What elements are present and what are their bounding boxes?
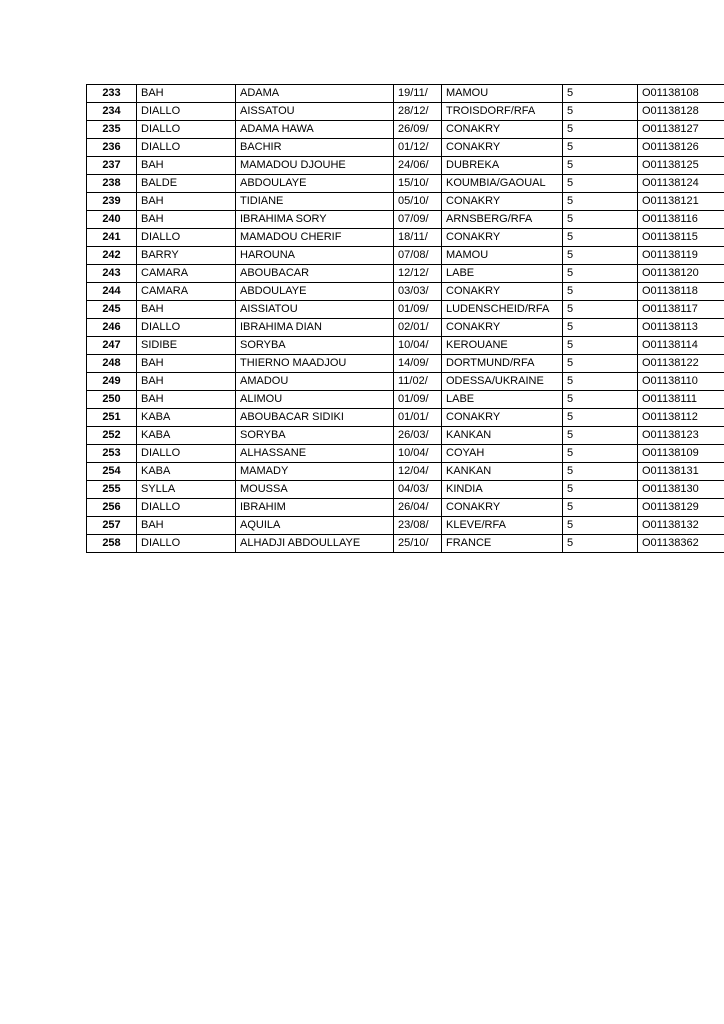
grade-cell: 5 — [563, 535, 638, 553]
table-row — [87, 301, 724, 319]
grade-cell: 5 — [563, 373, 638, 391]
birth-place-cell: LABE — [442, 265, 563, 283]
last-name-cell: DIALLO — [137, 103, 236, 121]
table-row — [87, 517, 724, 535]
student-id-cell: O01138126 — [638, 139, 724, 157]
student-id-cell: O01138122 — [638, 355, 724, 373]
birth-place-cell: CONAKRY — [442, 121, 563, 139]
student-id-cell: O01138128 — [638, 103, 724, 121]
last-name-cell: BAH — [137, 193, 236, 211]
table-row — [87, 427, 724, 445]
last-name-cell: BAH — [137, 391, 236, 409]
last-name-cell: DIALLO — [137, 445, 236, 463]
first-name-cell: ABOUBACAR — [236, 265, 394, 283]
grade-cell: 5 — [563, 463, 638, 481]
row-number-cell: 242 — [87, 247, 137, 265]
birth-place-cell: KANKAN — [442, 463, 563, 481]
birth-place-cell: CONAKRY — [442, 499, 563, 517]
table-row — [87, 103, 724, 121]
birth-place-cell: KOUMBIA/GAOUAL — [442, 175, 563, 193]
birth-place-cell: ARNSBERG/RFA — [442, 211, 563, 229]
last-name-cell: DIALLO — [137, 139, 236, 157]
table-row — [87, 265, 724, 283]
row-number-cell: 234 — [87, 103, 137, 121]
birth-place-cell: FRANCE — [442, 535, 563, 553]
row-number-cell: 233 — [87, 85, 137, 103]
first-name-cell: IBRAHIM — [236, 499, 394, 517]
birth-date-cell: 11/02/ — [394, 373, 442, 391]
row-number-cell: 258 — [87, 535, 137, 553]
row-number-cell: 241 — [87, 229, 137, 247]
grade-cell: 5 — [563, 391, 638, 409]
grade-cell: 5 — [563, 247, 638, 265]
first-name-cell: ABOUBACAR SIDIKI — [236, 409, 394, 427]
first-name-cell: IBRAHIMA DIAN — [236, 319, 394, 337]
row-number-cell: 250 — [87, 391, 137, 409]
student-id-cell: O01138113 — [638, 319, 724, 337]
table-row — [87, 535, 724, 553]
row-number-cell: 255 — [87, 481, 137, 499]
student-id-cell: O01138118 — [638, 283, 724, 301]
birth-date-cell: 07/09/ — [394, 211, 442, 229]
birth-place-cell: CONAKRY — [442, 193, 563, 211]
table-row — [87, 337, 724, 355]
birth-date-cell: 12/04/ — [394, 463, 442, 481]
row-number-cell: 251 — [87, 409, 137, 427]
student-id-cell: O01138125 — [638, 157, 724, 175]
student-id-cell: O01138121 — [638, 193, 724, 211]
birth-place-cell: LUDENSCHEID/RFA — [442, 301, 563, 319]
table-row — [87, 193, 724, 211]
row-number-cell: 236 — [87, 139, 137, 157]
first-name-cell: ADAMA — [236, 85, 394, 103]
first-name-cell: BACHIR — [236, 139, 394, 157]
first-name-cell: AQUILA — [236, 517, 394, 535]
table-row — [87, 247, 724, 265]
birth-date-cell: 10/04/ — [394, 445, 442, 463]
birth-date-cell: 01/12/ — [394, 139, 442, 157]
first-name-cell: HAROUNA — [236, 247, 394, 265]
student-id-cell: O01138112 — [638, 409, 724, 427]
first-name-cell: MAMADOU DJOUHE — [236, 157, 394, 175]
table-row — [87, 463, 724, 481]
table-row — [87, 391, 724, 409]
table-row — [87, 229, 724, 247]
row-number-cell: 237 — [87, 157, 137, 175]
table-row — [87, 175, 724, 193]
grade-cell: 5 — [563, 445, 638, 463]
student-id-cell: O01138120 — [638, 265, 724, 283]
birth-date-cell: 07/08/ — [394, 247, 442, 265]
birth-place-cell: CONAKRY — [442, 409, 563, 427]
last-name-cell: BAH — [137, 517, 236, 535]
birth-date-cell: 03/03/ — [394, 283, 442, 301]
last-name-cell: KABA — [137, 409, 236, 427]
birth-date-cell: 01/09/ — [394, 391, 442, 409]
student-id-cell: O01138123 — [638, 427, 724, 445]
birth-date-cell: 26/03/ — [394, 427, 442, 445]
student-id-cell: O01138115 — [638, 229, 724, 247]
row-number-cell: 252 — [87, 427, 137, 445]
student-id-cell: O01138131 — [638, 463, 724, 481]
grade-cell: 5 — [563, 499, 638, 517]
birth-date-cell: 02/01/ — [394, 319, 442, 337]
birth-place-cell: TROISDORF/RFA — [442, 103, 563, 121]
birth-place-cell: CONAKRY — [442, 319, 563, 337]
last-name-cell: BAH — [137, 211, 236, 229]
first-name-cell: TIDIANE — [236, 193, 394, 211]
row-number-cell: 243 — [87, 265, 137, 283]
table-row — [87, 211, 724, 229]
birth-date-cell: 01/09/ — [394, 301, 442, 319]
birth-date-cell: 10/04/ — [394, 337, 442, 355]
grade-cell: 5 — [563, 229, 638, 247]
student-id-cell: O01138114 — [638, 337, 724, 355]
last-name-cell: DIALLO — [137, 499, 236, 517]
table-row — [87, 283, 724, 301]
first-name-cell: AMADOU — [236, 373, 394, 391]
birth-place-cell: CONAKRY — [442, 139, 563, 157]
row-number-cell: 247 — [87, 337, 137, 355]
first-name-cell: ALHASSANE — [236, 445, 394, 463]
birth-date-cell: 04/03/ — [394, 481, 442, 499]
last-name-cell: SIDIBE — [137, 337, 236, 355]
student-id-cell: O01138132 — [638, 517, 724, 535]
birth-place-cell: DORTMUND/RFA — [442, 355, 563, 373]
grade-cell: 5 — [563, 103, 638, 121]
table-row — [87, 157, 724, 175]
student-id-cell: O01138117 — [638, 301, 724, 319]
last-name-cell: BAH — [137, 355, 236, 373]
last-name-cell: BALDE — [137, 175, 236, 193]
grade-cell: 5 — [563, 283, 638, 301]
row-number-cell: 248 — [87, 355, 137, 373]
birth-place-cell: COYAH — [442, 445, 563, 463]
first-name-cell: SORYBA — [236, 337, 394, 355]
last-name-cell: BAH — [137, 301, 236, 319]
birth-date-cell: 25/10/ — [394, 535, 442, 553]
birth-place-cell: ODESSA/UKRAINE — [442, 373, 563, 391]
student-id-cell: O01138129 — [638, 499, 724, 517]
grade-cell: 5 — [563, 319, 638, 337]
grade-cell: 5 — [563, 211, 638, 229]
first-name-cell: THIERNO MAADJOU — [236, 355, 394, 373]
row-number-cell: 238 — [87, 175, 137, 193]
grade-cell: 5 — [563, 265, 638, 283]
row-number-cell: 245 — [87, 301, 137, 319]
last-name-cell: DIALLO — [137, 319, 236, 337]
grade-cell: 5 — [563, 301, 638, 319]
row-number-cell: 246 — [87, 319, 137, 337]
last-name-cell: BAH — [137, 85, 236, 103]
row-number-cell: 235 — [87, 121, 137, 139]
first-name-cell: MAMADY — [236, 463, 394, 481]
grade-cell: 5 — [563, 121, 638, 139]
row-number-cell: 239 — [87, 193, 137, 211]
first-name-cell: ABDOULAYE — [236, 175, 394, 193]
birth-date-cell: 28/12/ — [394, 103, 442, 121]
student-id-cell: O01138362 — [638, 535, 724, 553]
table-row — [87, 409, 724, 427]
last-name-cell: CAMARA — [137, 283, 236, 301]
table-row — [87, 355, 724, 373]
birth-place-cell: KINDIA — [442, 481, 563, 499]
last-name-cell: CAMARA — [137, 265, 236, 283]
row-number-cell: 240 — [87, 211, 137, 229]
first-name-cell: IBRAHIMA SORY — [236, 211, 394, 229]
table-row — [87, 319, 724, 337]
birth-date-cell: 15/10/ — [394, 175, 442, 193]
first-name-cell: ABDOULAYE — [236, 283, 394, 301]
grade-cell: 5 — [563, 337, 638, 355]
birth-date-cell: 19/11/ — [394, 85, 442, 103]
grade-cell: 5 — [563, 517, 638, 535]
birth-place-cell: MAMOU — [442, 85, 563, 103]
last-name-cell: SYLLA — [137, 481, 236, 499]
last-name-cell: DIALLO — [137, 121, 236, 139]
last-name-cell: KABA — [137, 427, 236, 445]
student-id-cell: O01138111 — [638, 391, 724, 409]
last-name-cell: DIALLO — [137, 535, 236, 553]
last-name-cell: BAH — [137, 157, 236, 175]
grade-cell: 5 — [563, 193, 638, 211]
roster-body — [87, 85, 724, 553]
student-roster-table — [86, 84, 724, 553]
birth-date-cell: 18/11/ — [394, 229, 442, 247]
birth-place-cell: KANKAN — [442, 427, 563, 445]
grade-cell: 5 — [563, 427, 638, 445]
grade-cell: 5 — [563, 139, 638, 157]
student-id-cell: O01138110 — [638, 373, 724, 391]
birth-place-cell: LABE — [442, 391, 563, 409]
grade-cell: 5 — [563, 157, 638, 175]
table-row — [87, 499, 724, 517]
table-row — [87, 139, 724, 157]
row-number-cell: 257 — [87, 517, 137, 535]
table-row — [87, 481, 724, 499]
student-id-cell: O01138109 — [638, 445, 724, 463]
first-name-cell: ALHADJI ABDOULLAYE — [236, 535, 394, 553]
birth-date-cell: 23/08/ — [394, 517, 442, 535]
student-id-cell: O01138108 — [638, 85, 724, 103]
birth-date-cell: 12/12/ — [394, 265, 442, 283]
first-name-cell: ALIMOU — [236, 391, 394, 409]
student-id-cell: O01138127 — [638, 121, 724, 139]
first-name-cell: AISSIATOU — [236, 301, 394, 319]
last-name-cell: DIALLO — [137, 229, 236, 247]
birth-place-cell: CONAKRY — [442, 283, 563, 301]
first-name-cell: MOUSSA — [236, 481, 394, 499]
birth-date-cell: 01/01/ — [394, 409, 442, 427]
row-number-cell: 254 — [87, 463, 137, 481]
birth-date-cell: 14/09/ — [394, 355, 442, 373]
birth-date-cell: 05/10/ — [394, 193, 442, 211]
table-row — [87, 373, 724, 391]
row-number-cell: 244 — [87, 283, 137, 301]
grade-cell: 5 — [563, 481, 638, 499]
birth-place-cell: KLEVE/RFA — [442, 517, 563, 535]
birth-date-cell: 24/06/ — [394, 157, 442, 175]
first-name-cell: ADAMA HAWA — [236, 121, 394, 139]
last-name-cell: BARRY — [137, 247, 236, 265]
birth-place-cell: MAMOU — [442, 247, 563, 265]
grade-cell: 5 — [563, 85, 638, 103]
row-number-cell: 253 — [87, 445, 137, 463]
birth-date-cell: 26/04/ — [394, 499, 442, 517]
grade-cell: 5 — [563, 355, 638, 373]
last-name-cell: BAH — [137, 373, 236, 391]
student-id-cell: O01138130 — [638, 481, 724, 499]
first-name-cell: SORYBA — [236, 427, 394, 445]
row-number-cell: 249 — [87, 373, 137, 391]
row-number-cell: 256 — [87, 499, 137, 517]
grade-cell: 5 — [563, 175, 638, 193]
first-name-cell: MAMADOU CHERIF — [236, 229, 394, 247]
birth-place-cell: CONAKRY — [442, 229, 563, 247]
first-name-cell: AISSATOU — [236, 103, 394, 121]
student-id-cell: O01138124 — [638, 175, 724, 193]
table-row — [87, 445, 724, 463]
grade-cell: 5 — [563, 409, 638, 427]
table-row — [87, 85, 724, 103]
birth-place-cell: KEROUANE — [442, 337, 563, 355]
last-name-cell: KABA — [137, 463, 236, 481]
table-row — [87, 121, 724, 139]
student-id-cell: O01138116 — [638, 211, 724, 229]
birth-date-cell: 26/09/ — [394, 121, 442, 139]
student-id-cell: O01138119 — [638, 247, 724, 265]
birth-place-cell: DUBREKA — [442, 157, 563, 175]
